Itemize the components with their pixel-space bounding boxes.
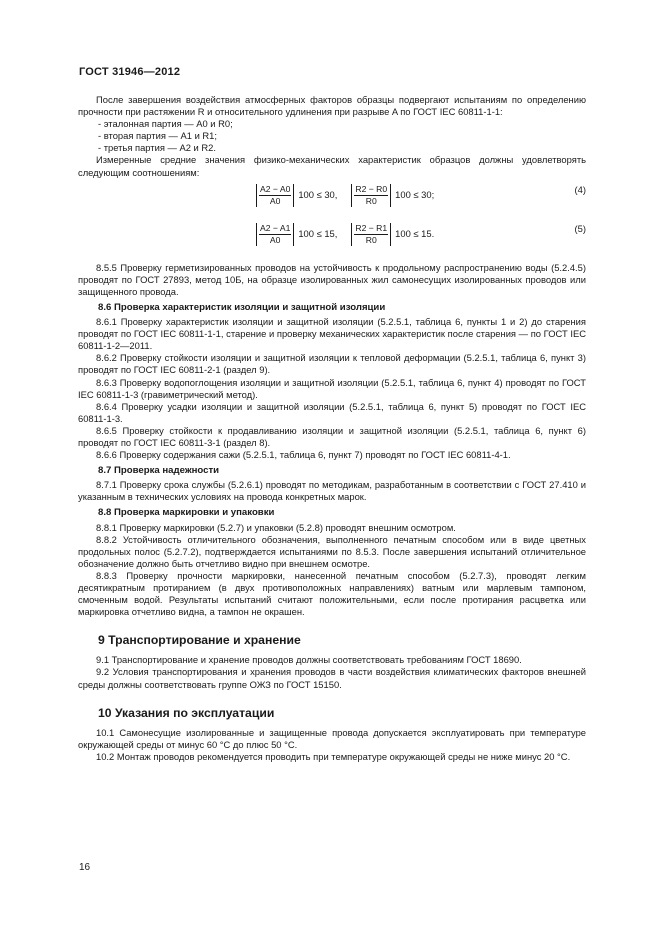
- section-heading: 8.7 Проверка надежности: [98, 465, 220, 477]
- paragraph: 8.6.6 Проверку содержания сажи (5.2.5.1, таблица 6, пункт 7) проводят по ГОСТ IEC 60811-4-1.: [96, 449, 511, 461]
- paragraph: 8.6.5 Проверку стойкости к продавливанию изоляции и защитной изоляции (5.2.5.1, таблица 6, пункт 6) проводят по ГОСТ IEC 60811-3-1 (раздел 8).: [78, 424, 586, 448]
- paragraph: Измеренные средние значения физико-механических характеристик образцов должны удовлетворять следующим соотношениям:: [78, 154, 586, 178]
- paragraph: 8.7.1 Проверку срока службы (5.2.6.1) проводят по методикам, разработанным в соответствии с ГОСТ 27.410 и указанным в технических условиях на провода конкретных марок.: [78, 479, 586, 503]
- list-item: - вторая партия — A1 и R1;: [98, 130, 218, 142]
- paragraph: 8.6.2 Проверку стойкости изоляции и защитной изоляции к тепловой деформации (5.2.5.1, таблица 6, пункт 3) проводят по ГОСТ IEC 60811-2-1 (раздел 9).: [78, 352, 586, 376]
- formula-5: $\frac{A2 - A1}{A0}$ 100 ≤ 15, $\frac{R2 - R1}{R0}$ 100 ≤ 15. (5): [78, 223, 586, 257]
- paragraph: 8.5.5 Проверку герметизированных проводов на устойчивость к продольному распространению воды (5.2.4.5) проводят по ГОСТ 27893, метод 10Б, на образце изолированных жил самонесущих изолированных проводов или защищенного провода.: [78, 261, 586, 297]
- page-number: 16: [79, 862, 91, 873]
- paragraph: 8.6.4 Проверку усадки изоляции и защитной изоляции (5.2.5.1, таблица 6, пункт 5) проводят по ГОСТ IEC 60811-1-3.: [78, 400, 586, 424]
- chapter-heading: 9 Транспортирование и хранение: [98, 633, 301, 648]
- paragraph: 10.1 Самонесущие изолированные и защищенные провода допускается эксплуатировать при температуре окружающей среды от минус 60 °С до плюс 50 °С.: [78, 726, 586, 750]
- abs-fraction: $\frac{R2 - R0}{R0}$: [351, 184, 391, 207]
- paragraph: 9.2 Условия транспортирования и хранения проводов в части воздействия климатических факторов внешней среды должны соответствовать группе ОЖЗ по ГОСТ 15150.: [78, 666, 586, 690]
- paragraph: 8.6.3 Проверку водопоглощения изоляции и защитной изоляции (5.2.5.1, таблица 6, пункт 4) проводят по ГОСТ IEC 60811-1-3 (гравиметрический метод).: [78, 376, 586, 400]
- section-heading: 8.8 Проверка маркировки и упаковки: [98, 507, 275, 519]
- page-body: [78, 94, 586, 763]
- document-header: ГОСТ 31946—2012: [79, 66, 181, 78]
- list-item: - третья партия — A2 и R2.: [98, 142, 216, 154]
- formula-4: $\frac{A2 - A0}{A0}$ 100 ≤ 30, $\frac{R2 - R0}{R0}$ 100 ≤ 30; (4): [78, 184, 586, 218]
- paragraph: После завершения воздействия атмосферных факторов образцы подвергают испытаниям по определению прочности при растяжении R и относительного удлинения при разрыве A по ГОСТ IEC 60811-1-1:: [78, 94, 586, 118]
- abs-fraction: $\frac{A2 - A1}{A0}$: [256, 223, 294, 246]
- section-heading: 8.6 Проверка характеристик изоляции и защитной изоляции: [98, 301, 386, 313]
- paragraph: 8.8.2 Устойчивость отличительного обозначения, выполненного печатным способом или в виде цветных продольных полос (5.2.7.2), подтверждается испытаниями по 8.5.3. После завершения испытаний отличительное обозначение должно быть отчетливо видно при внешнем осмотре.: [78, 533, 586, 569]
- paragraph: 8.8.3 Проверку прочности маркировки, нанесенной печатным способом (5.2.7.3), проводят легким десятикратным протиранием (в двух противоположных направлениях) ватным или марлевым тампоном, смоченным водой. Результаты испытаний считают положительными, если после протирания расцветка или маркировка отчетливо видна, а тампон не окрашен.: [78, 569, 586, 618]
- chapter-heading: 10 Указания по эксплуатации: [98, 705, 275, 720]
- list-item: - эталонная партия — A0 и R0;: [98, 118, 233, 130]
- formula-number: (5): [574, 222, 586, 234]
- formula-number: (4): [574, 183, 586, 195]
- paragraph: 9.1 Транспортирование и хранение проводов должны соответствовать требованиям ГОСТ 18690.: [96, 654, 522, 666]
- abs-fraction: $\frac{R2 - R1}{R0}$: [351, 223, 391, 246]
- paragraph: 8.8.1 Проверку маркировки (5.2.7) и упаковки (5.2.8) проводят внешним осмотром.: [96, 521, 456, 533]
- paragraph: 10.2 Монтаж проводов рекомендуется проводить при температуре окружающей среды не ниже минус 20 °С.: [96, 750, 571, 762]
- abs-fraction: $\frac{A2 - A0}{A0}$: [256, 184, 294, 207]
- paragraph: 8.6.1 Проверку характеристик изоляции и защитной изоляции (5.2.5.1, таблица 6, пункты 1 и 2) до старения проводят по ГОСТ IEC 60811-1-1, старение и проверку механических характеристик после старения — по ГОСТ IEC 60811-1-2—2011.: [78, 316, 586, 352]
